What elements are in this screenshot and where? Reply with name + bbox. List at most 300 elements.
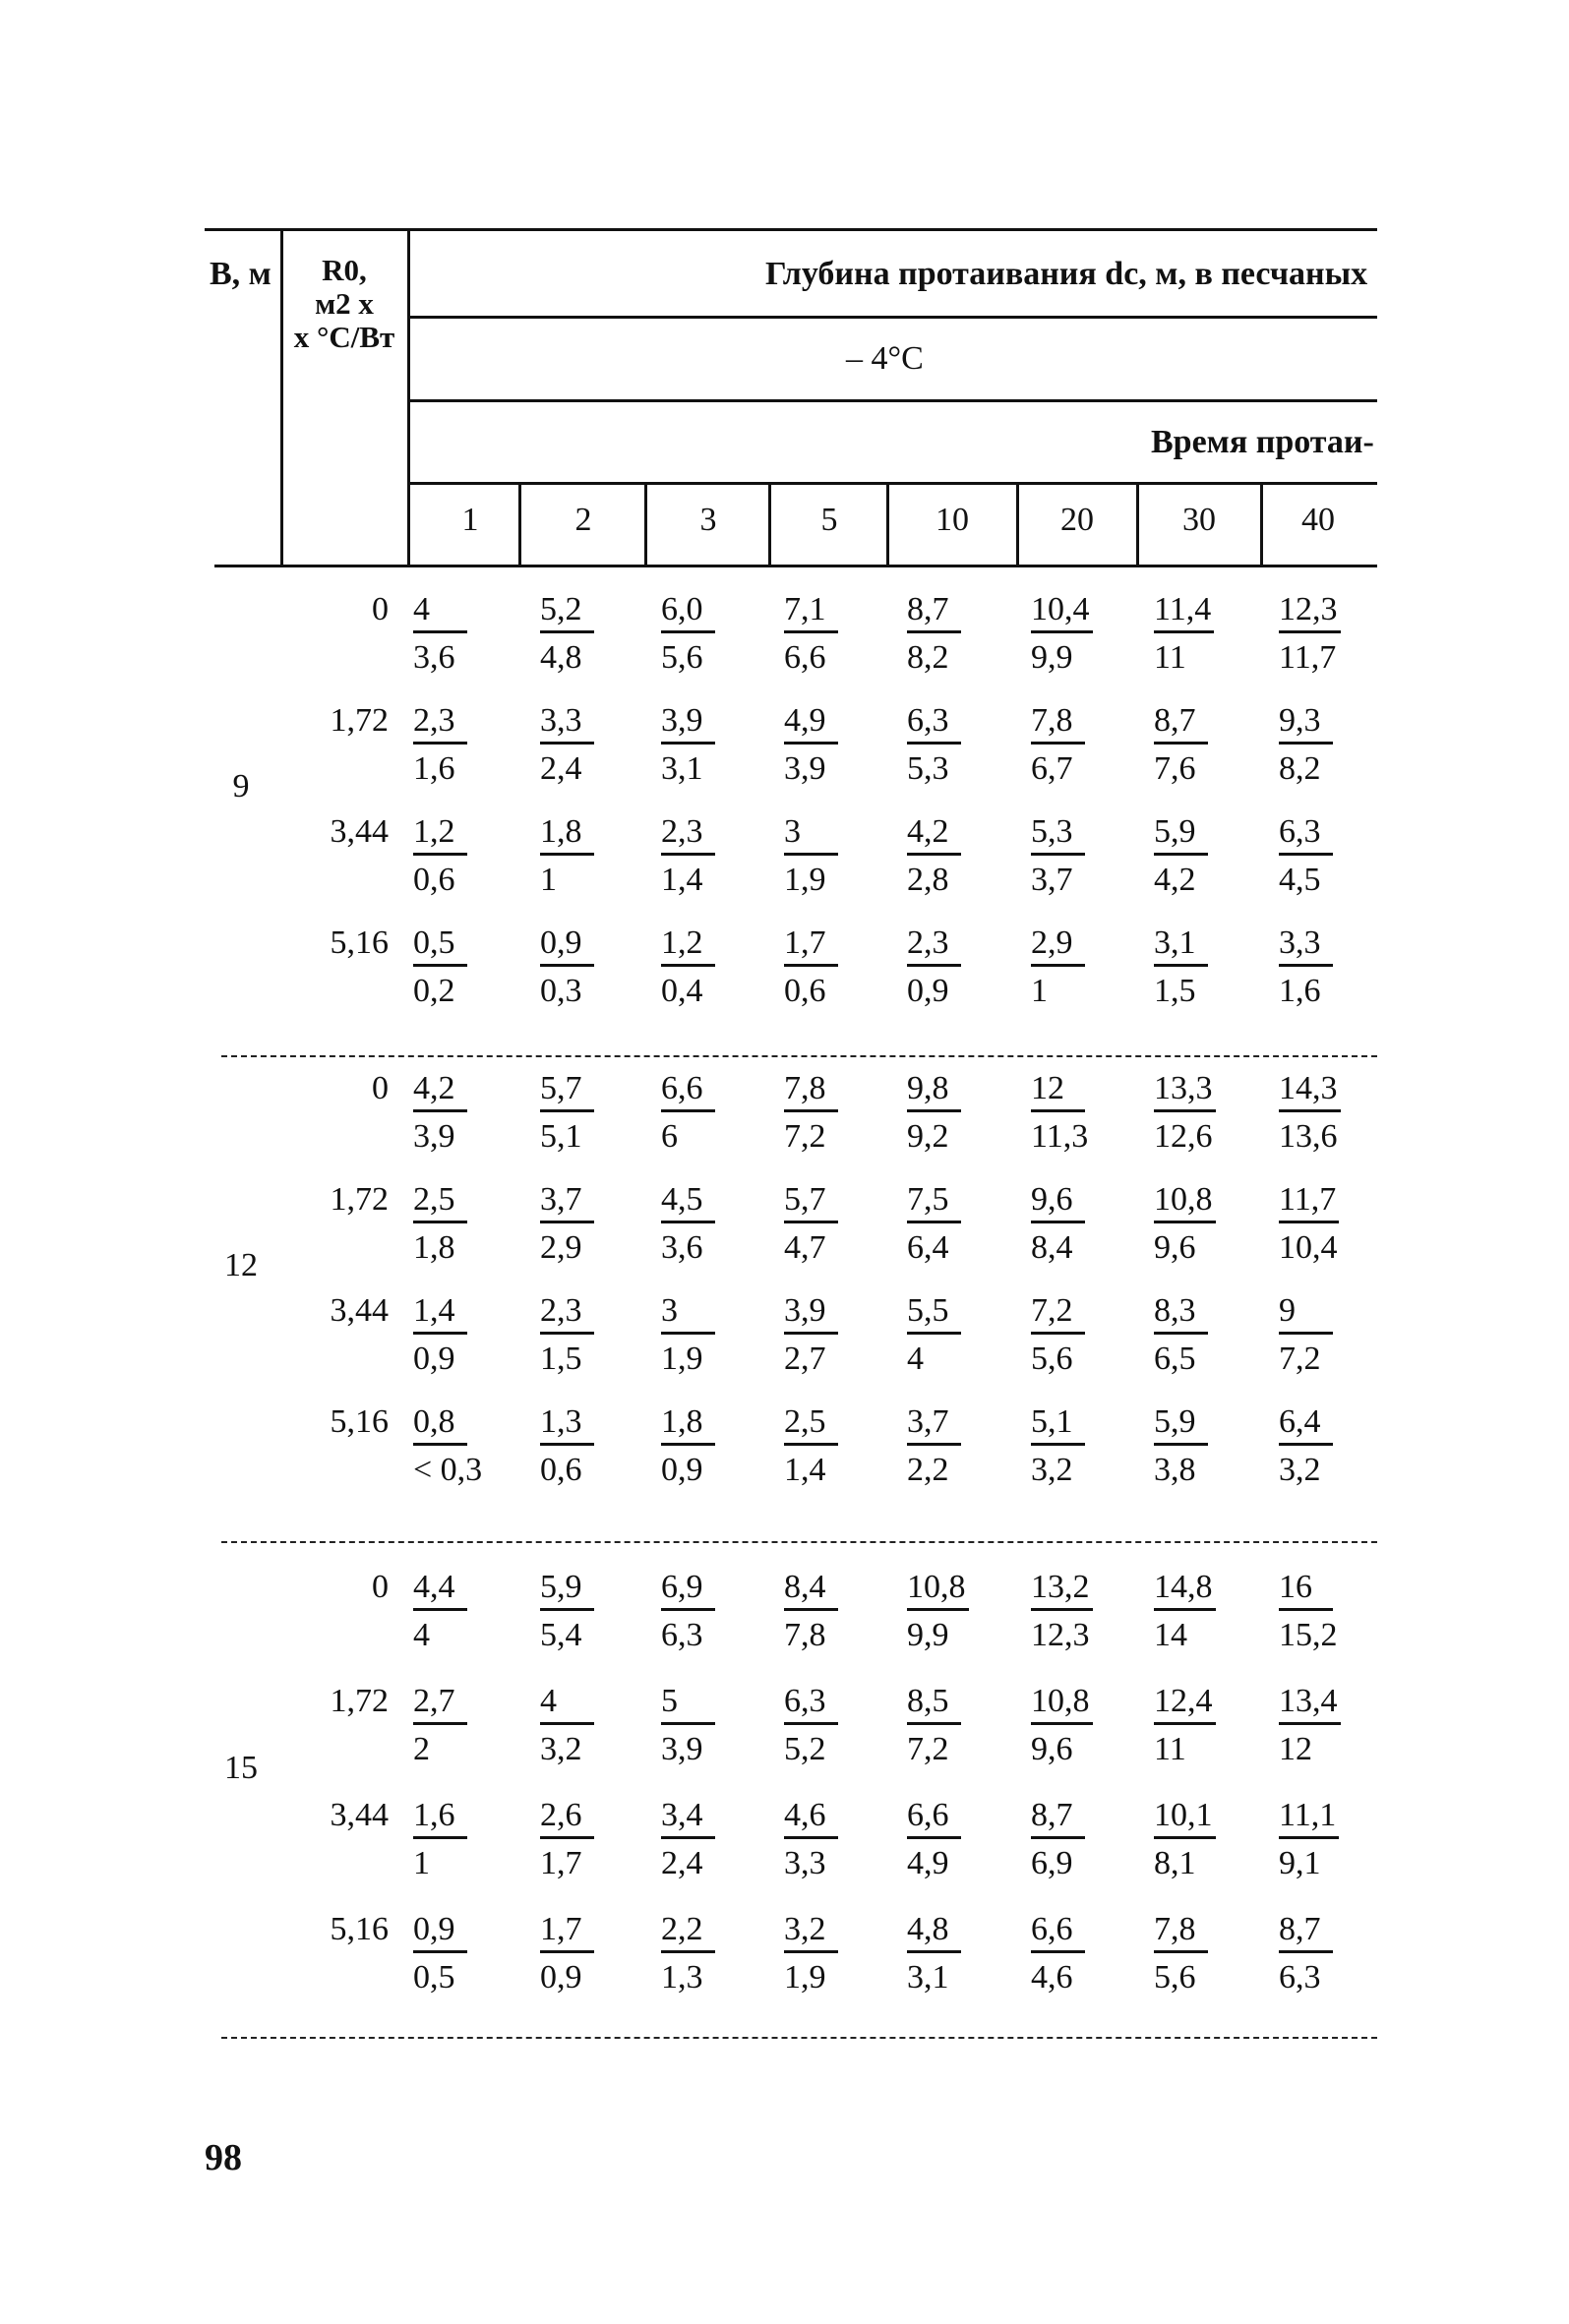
depth-numerator: 7,2 bbox=[1031, 1294, 1085, 1335]
depth-numerator: 0,8 bbox=[413, 1405, 467, 1446]
depth-numerator: 6,9 bbox=[661, 1571, 715, 1611]
depth-cell bbox=[1279, 1294, 1333, 1376]
depth-numerator: 4,4 bbox=[413, 1571, 467, 1611]
depth-cell bbox=[1279, 1799, 1339, 1880]
depth-cell bbox=[1031, 1072, 1088, 1154]
depth-numerator: 11,4 bbox=[1154, 593, 1214, 633]
depth-numerator: 8,7 bbox=[1031, 1799, 1085, 1839]
depth-denominator: 1,4 bbox=[661, 862, 703, 898]
depth-denominator: 3,3 bbox=[784, 1845, 826, 1881]
depth-cell bbox=[1279, 1571, 1338, 1652]
depth-denominator: 12 bbox=[1279, 1731, 1312, 1767]
depth-denominator: 11 bbox=[1154, 639, 1186, 676]
depth-denominator: 4 bbox=[907, 1341, 924, 1377]
depth-numerator: 4 bbox=[413, 593, 467, 633]
depth-denominator: 0,9 bbox=[413, 1341, 455, 1377]
depth-numerator: 3,4 bbox=[661, 1799, 715, 1839]
depth-cell bbox=[907, 1072, 961, 1154]
depth-cell bbox=[907, 593, 961, 675]
depth-numerator: 9,3 bbox=[1279, 704, 1333, 745]
depth-denominator: 2,4 bbox=[540, 750, 582, 787]
depth-cell bbox=[413, 815, 467, 897]
depth-numerator: 1,2 bbox=[661, 926, 715, 967]
depth-numerator: 1,4 bbox=[413, 1294, 467, 1335]
depth-numerator: 2,7 bbox=[413, 1685, 467, 1725]
depth-numerator: 2,3 bbox=[540, 1294, 594, 1335]
depth-cell bbox=[540, 1799, 594, 1880]
column-header-b: В, м bbox=[210, 256, 272, 292]
depth-cell bbox=[1031, 1685, 1093, 1766]
depth-denominator: 5,2 bbox=[784, 1731, 826, 1767]
depth-cell bbox=[661, 1799, 715, 1880]
depth-cell bbox=[1031, 1183, 1085, 1265]
depth-numerator: 4,8 bbox=[907, 1913, 961, 1953]
depth-denominator: 7,2 bbox=[784, 1118, 826, 1155]
depth-denominator: 6,6 bbox=[784, 639, 826, 676]
time-column-header: 30 bbox=[1182, 502, 1216, 538]
depth-denominator: 4,2 bbox=[1154, 862, 1196, 898]
header-rule-3 bbox=[409, 482, 1377, 485]
col-divider bbox=[886, 482, 889, 565]
r0-line-1: R0, bbox=[322, 253, 367, 287]
depth-cell bbox=[1154, 1405, 1208, 1487]
depth-cell bbox=[661, 1571, 715, 1652]
depth-denominator: 6,4 bbox=[907, 1229, 949, 1266]
depth-numerator: 4,5 bbox=[661, 1183, 715, 1223]
depth-denominator: 8,1 bbox=[1154, 1845, 1196, 1881]
depth-cell bbox=[784, 593, 838, 675]
depth-denominator: 9,1 bbox=[1279, 1845, 1321, 1881]
depth-numerator: 6,6 bbox=[907, 1799, 961, 1839]
depth-denominator: 1,5 bbox=[1154, 973, 1196, 1009]
depth-denominator: 0,9 bbox=[661, 1452, 703, 1488]
depth-cell bbox=[907, 1294, 961, 1376]
depth-numerator: 2,3 bbox=[413, 704, 467, 745]
depth-denominator: 6 bbox=[661, 1118, 678, 1155]
depth-numerator: 1,6 bbox=[413, 1799, 467, 1839]
depth-numerator: 3,7 bbox=[540, 1183, 594, 1223]
depth-numerator: 2,3 bbox=[661, 815, 715, 856]
depth-cell bbox=[661, 1072, 715, 1154]
depth-numerator: 8,4 bbox=[784, 1571, 838, 1611]
depth-numerator: 3,9 bbox=[784, 1294, 838, 1335]
depth-denominator: 1,6 bbox=[413, 750, 455, 787]
depth-cell bbox=[661, 815, 715, 897]
depth-cell bbox=[1031, 1405, 1085, 1487]
r0-value: 5,16 bbox=[330, 924, 389, 961]
col-divider bbox=[768, 482, 771, 565]
depth-denominator: 14 bbox=[1154, 1617, 1187, 1653]
r0-line-3: х °С/Вт bbox=[293, 320, 395, 354]
depth-denominator: 9,6 bbox=[1154, 1229, 1196, 1266]
depth-denominator: 3,2 bbox=[1031, 1452, 1073, 1488]
depth-numerator: 6,4 bbox=[1279, 1405, 1333, 1446]
depth-cell bbox=[1154, 815, 1208, 897]
depth-denominator: 1,8 bbox=[413, 1229, 455, 1266]
depth-cell bbox=[661, 704, 715, 786]
temperature-label: – 4°С bbox=[846, 340, 924, 377]
depth-numerator: 5,1 bbox=[1031, 1405, 1085, 1446]
depth-denominator: 0,6 bbox=[784, 973, 826, 1009]
depth-cell bbox=[540, 1405, 594, 1487]
r0-value: 1,72 bbox=[330, 1181, 389, 1218]
depth-cell bbox=[413, 1405, 482, 1487]
depth-numerator: 10,1 bbox=[1154, 1799, 1216, 1839]
depth-numerator: 1,7 bbox=[784, 926, 838, 967]
depth-numerator: 0,9 bbox=[413, 1913, 467, 1953]
depth-cell bbox=[661, 1294, 715, 1376]
depth-cell bbox=[661, 1183, 715, 1265]
time-column-header: 10 bbox=[935, 502, 969, 538]
depth-numerator: 16 bbox=[1279, 1571, 1333, 1611]
depth-numerator: 7,1 bbox=[784, 593, 838, 633]
depth-denominator: < 0,3 bbox=[413, 1452, 483, 1488]
depth-cell bbox=[1031, 593, 1093, 675]
depth-cell bbox=[1279, 1183, 1339, 1265]
depth-cell bbox=[907, 1799, 961, 1880]
depth-denominator: 3,6 bbox=[413, 639, 455, 676]
depth-cell bbox=[1279, 1685, 1341, 1766]
depth-denominator: 0,3 bbox=[540, 973, 582, 1009]
depth-numerator: 6,6 bbox=[661, 1072, 715, 1112]
depth-denominator: 1,3 bbox=[661, 1959, 703, 1996]
depth-cell bbox=[907, 1685, 961, 1766]
depth-denominator: 1,7 bbox=[540, 1845, 582, 1881]
depth-cell bbox=[784, 926, 838, 1008]
depth-cell bbox=[661, 593, 715, 675]
depth-cell bbox=[1031, 1571, 1093, 1652]
depth-cell bbox=[907, 704, 961, 786]
depth-cell bbox=[784, 1072, 838, 1154]
depth-denominator: 8,2 bbox=[1279, 750, 1321, 787]
depth-numerator: 12,3 bbox=[1279, 593, 1341, 633]
depth-cell bbox=[413, 593, 467, 675]
depth-numerator: 3,2 bbox=[784, 1913, 838, 1953]
depth-denominator: 2,9 bbox=[540, 1229, 582, 1266]
depth-denominator: 13,6 bbox=[1279, 1118, 1338, 1155]
depth-denominator: 7,8 bbox=[784, 1617, 826, 1653]
depth-cell bbox=[540, 1571, 594, 1652]
depth-numerator: 12,4 bbox=[1154, 1685, 1216, 1725]
depth-cell bbox=[784, 1913, 838, 1995]
depth-numerator: 8,7 bbox=[907, 593, 961, 633]
depth-denominator: 11,7 bbox=[1279, 639, 1337, 676]
depth-cell bbox=[907, 926, 961, 1008]
depth-denominator: 4,6 bbox=[1031, 1959, 1073, 1996]
depth-cell bbox=[661, 1913, 715, 1995]
depth-denominator: 4,8 bbox=[540, 639, 582, 676]
depth-cell bbox=[784, 815, 838, 897]
depth-cell bbox=[1154, 1799, 1216, 1880]
depth-cell bbox=[540, 593, 594, 675]
depth-denominator: 3,9 bbox=[784, 750, 826, 787]
depth-cell bbox=[784, 1685, 838, 1766]
depth-denominator: 0,5 bbox=[413, 1959, 455, 1996]
depth-cell bbox=[907, 1913, 961, 1995]
depth-numerator: 4,2 bbox=[907, 815, 961, 856]
depth-cell bbox=[1031, 1799, 1085, 1880]
depth-cell bbox=[1279, 704, 1333, 786]
depth-denominator: 5,6 bbox=[1154, 1959, 1196, 1996]
depth-denominator: 7,6 bbox=[1154, 750, 1196, 787]
r0-value: 3,44 bbox=[330, 1292, 389, 1329]
table-top-rule bbox=[205, 228, 1377, 231]
depth-numerator: 14,8 bbox=[1154, 1571, 1216, 1611]
depth-cell bbox=[1279, 1913, 1333, 1995]
depth-numerator: 5,2 bbox=[540, 593, 594, 633]
depth-denominator: 1,4 bbox=[784, 1452, 826, 1488]
depth-numerator: 1,8 bbox=[661, 1405, 715, 1446]
depth-numerator: 5,9 bbox=[1154, 815, 1208, 856]
depth-denominator: 0,4 bbox=[661, 973, 703, 1009]
depth-cell bbox=[907, 815, 961, 897]
depth-cell bbox=[413, 1294, 467, 1376]
depth-cell bbox=[1154, 1571, 1216, 1652]
depth-numerator: 8,7 bbox=[1154, 704, 1208, 745]
depth-denominator: 3,7 bbox=[1031, 862, 1073, 898]
group-separator bbox=[221, 2037, 1377, 2039]
depth-denominator: 6,7 bbox=[1031, 750, 1073, 787]
depth-cell bbox=[540, 1183, 594, 1265]
depth-denominator: 7,2 bbox=[907, 1731, 949, 1767]
depth-denominator: 2,7 bbox=[784, 1341, 826, 1377]
depth-numerator: 9,8 bbox=[907, 1072, 961, 1112]
depth-numerator: 6,0 bbox=[661, 593, 715, 633]
depth-denominator: 3,2 bbox=[540, 1731, 582, 1767]
depth-numerator: 14,3 bbox=[1279, 1072, 1341, 1112]
depth-denominator: 3,2 bbox=[1279, 1452, 1321, 1488]
depth-denominator: 4 bbox=[413, 1617, 430, 1653]
depth-denominator: 6,5 bbox=[1154, 1341, 1196, 1377]
depth-denominator: 5,1 bbox=[540, 1118, 582, 1155]
depth-denominator: 11,3 bbox=[1031, 1118, 1089, 1155]
depth-numerator: 3,3 bbox=[1279, 926, 1333, 967]
depth-numerator: 7,8 bbox=[1154, 1913, 1208, 1953]
depth-denominator: 6,9 bbox=[1031, 1845, 1073, 1881]
depth-denominator: 9,2 bbox=[907, 1118, 949, 1155]
depth-cell bbox=[540, 926, 594, 1008]
b-value: 12 bbox=[224, 1246, 258, 1283]
depth-denominator: 6,3 bbox=[661, 1617, 703, 1653]
depth-numerator: 1,3 bbox=[540, 1405, 594, 1446]
depth-denominator: 1 bbox=[413, 1845, 430, 1881]
depth-numerator: 4,9 bbox=[784, 704, 838, 745]
r0-value: 0 bbox=[372, 1569, 389, 1605]
depth-cell bbox=[784, 1294, 838, 1376]
depth-denominator: 2 bbox=[413, 1731, 430, 1767]
depth-cell bbox=[1279, 926, 1333, 1008]
depth-numerator: 5,9 bbox=[1154, 1405, 1208, 1446]
depth-numerator: 3,9 bbox=[661, 704, 715, 745]
depth-numerator: 5,7 bbox=[540, 1072, 594, 1112]
depth-numerator: 7,5 bbox=[907, 1183, 961, 1223]
depth-cell bbox=[540, 1685, 594, 1766]
depth-denominator: 1,9 bbox=[661, 1341, 703, 1377]
depth-cell bbox=[1031, 704, 1085, 786]
r0-value: 0 bbox=[372, 1070, 389, 1106]
depth-cell bbox=[1031, 1294, 1085, 1376]
depth-numerator: 5,3 bbox=[1031, 815, 1085, 856]
time-column-header: 5 bbox=[820, 502, 838, 538]
time-column-header: 40 bbox=[1301, 502, 1335, 538]
depth-denominator: 1,6 bbox=[1279, 973, 1321, 1009]
depth-cell bbox=[413, 1685, 467, 1766]
depth-numerator: 2,9 bbox=[1031, 926, 1085, 967]
depth-numerator: 10,4 bbox=[1031, 593, 1093, 633]
time-column-header: 1 bbox=[461, 502, 479, 538]
depth-cell bbox=[1154, 926, 1208, 1008]
depth-denominator: 12,6 bbox=[1154, 1118, 1213, 1155]
depth-denominator: 1,9 bbox=[784, 862, 826, 898]
depth-denominator: 3,1 bbox=[661, 750, 703, 787]
depth-cell bbox=[413, 704, 467, 786]
depth-denominator: 15,2 bbox=[1279, 1617, 1338, 1653]
depth-numerator: 8,5 bbox=[907, 1685, 961, 1725]
depth-numerator: 5,7 bbox=[784, 1183, 838, 1223]
depth-denominator: 4,7 bbox=[784, 1229, 826, 1266]
depth-cell bbox=[413, 1571, 467, 1652]
depth-cell bbox=[1154, 1183, 1216, 1265]
depth-numerator: 8,7 bbox=[1279, 1913, 1333, 1953]
depth-denominator: 8,2 bbox=[907, 639, 949, 676]
b-value: 9 bbox=[232, 767, 250, 804]
header-bottom-rule bbox=[214, 565, 1377, 567]
depth-cell bbox=[540, 1294, 594, 1376]
depth-denominator: 3,1 bbox=[907, 1959, 949, 1996]
column-header-r0 bbox=[285, 254, 403, 354]
depth-numerator: 3,1 bbox=[1154, 926, 1208, 967]
depth-cell bbox=[784, 1183, 838, 1265]
col-divider bbox=[1016, 482, 1019, 565]
r0-line-2: м2 х bbox=[315, 286, 374, 321]
time-column-header: 3 bbox=[699, 502, 717, 538]
depth-denominator: 8,4 bbox=[1031, 1229, 1073, 1266]
depth-numerator: 10,8 bbox=[907, 1571, 969, 1611]
depth-numerator: 9 bbox=[1279, 1294, 1333, 1335]
depth-cell bbox=[1154, 1072, 1216, 1154]
header-rule-2 bbox=[409, 399, 1377, 402]
depth-denominator: 11 bbox=[1154, 1731, 1186, 1767]
depth-denominator: 1,9 bbox=[784, 1959, 826, 1996]
depth-numerator: 1,7 bbox=[540, 1913, 594, 1953]
depth-denominator: 0,2 bbox=[413, 973, 455, 1009]
depth-numerator: 6,3 bbox=[907, 704, 961, 745]
depth-cell bbox=[661, 1685, 715, 1766]
depth-denominator: 5,4 bbox=[540, 1617, 582, 1653]
depth-denominator: 12,3 bbox=[1031, 1617, 1090, 1653]
col-divider bbox=[1136, 482, 1139, 565]
depth-denominator: 3,9 bbox=[661, 1731, 703, 1767]
b-value: 15 bbox=[224, 1750, 258, 1786]
depth-denominator: 1 bbox=[540, 862, 557, 898]
depth-numerator: 3,3 bbox=[540, 704, 594, 745]
depth-numerator: 4 bbox=[540, 1685, 594, 1725]
depth-numerator: 8,3 bbox=[1154, 1294, 1208, 1335]
header-rule-1 bbox=[409, 316, 1377, 319]
col-divider bbox=[644, 482, 647, 565]
depth-numerator: 1,8 bbox=[540, 815, 594, 856]
depth-denominator: 2,2 bbox=[907, 1452, 949, 1488]
depth-cell bbox=[1279, 815, 1333, 897]
depth-cell bbox=[1154, 1685, 1216, 1766]
depth-denominator: 7,2 bbox=[1279, 1341, 1321, 1377]
r0-value: 3,44 bbox=[330, 1797, 389, 1833]
depth-cell bbox=[1279, 1072, 1341, 1154]
depth-numerator: 11,7 bbox=[1279, 1183, 1339, 1223]
depth-denominator: 0,9 bbox=[907, 973, 949, 1009]
table-title: Глубина протаивания dc, м, в песчаных bbox=[765, 256, 1368, 292]
depth-numerator: 9,6 bbox=[1031, 1183, 1085, 1223]
depth-denominator: 5,3 bbox=[907, 750, 949, 787]
depth-denominator: 4,9 bbox=[907, 1845, 949, 1881]
depth-cell bbox=[413, 1913, 467, 1995]
depth-numerator: 3,7 bbox=[907, 1405, 961, 1446]
depth-denominator: 10,4 bbox=[1279, 1229, 1338, 1266]
depth-numerator: 2,3 bbox=[907, 926, 961, 967]
r0-value: 1,72 bbox=[330, 702, 389, 739]
depth-cell bbox=[413, 1183, 467, 1265]
depth-cell bbox=[1279, 1405, 1333, 1487]
depth-numerator: 0,5 bbox=[413, 926, 467, 967]
depth-denominator: 3,9 bbox=[413, 1118, 455, 1155]
depth-numerator: 6,6 bbox=[1031, 1913, 1085, 1953]
depth-cell bbox=[413, 1072, 467, 1154]
depth-numerator: 13,3 bbox=[1154, 1072, 1216, 1112]
depth-cell bbox=[540, 815, 594, 897]
depth-denominator: 5,6 bbox=[1031, 1341, 1073, 1377]
depth-numerator: 2,5 bbox=[784, 1405, 838, 1446]
depth-denominator: 6,3 bbox=[1279, 1959, 1321, 1996]
depth-cell bbox=[1031, 1913, 1085, 1995]
depth-cell bbox=[540, 1913, 594, 1995]
depth-denominator: 9,9 bbox=[907, 1617, 949, 1653]
depth-denominator: 2,8 bbox=[907, 862, 949, 898]
depth-cell bbox=[784, 1571, 838, 1652]
depth-cell bbox=[1279, 593, 1341, 675]
depth-denominator: 3,8 bbox=[1154, 1452, 1196, 1488]
group-separator bbox=[221, 1541, 1377, 1543]
depth-numerator: 12 bbox=[1031, 1072, 1085, 1112]
depth-cell bbox=[1031, 815, 1085, 897]
depth-numerator: 2,5 bbox=[413, 1183, 467, 1223]
depth-numerator: 6,3 bbox=[1279, 815, 1333, 856]
r0-value: 3,44 bbox=[330, 813, 389, 850]
depth-cell bbox=[1154, 1913, 1208, 1995]
depth-numerator: 7,8 bbox=[784, 1072, 838, 1112]
depth-denominator: 0,9 bbox=[540, 1959, 582, 1996]
depth-numerator: 13,2 bbox=[1031, 1571, 1093, 1611]
depth-numerator: 1,2 bbox=[413, 815, 467, 856]
depth-cell bbox=[784, 1799, 838, 1880]
depth-numerator: 10,8 bbox=[1154, 1183, 1216, 1223]
depth-numerator: 3 bbox=[784, 815, 838, 856]
depth-numerator: 0,9 bbox=[540, 926, 594, 967]
time-label: Время протаи- bbox=[1151, 424, 1374, 460]
depth-cell bbox=[784, 1405, 838, 1487]
depth-cell bbox=[1154, 593, 1214, 675]
depth-cell bbox=[1031, 926, 1085, 1008]
depth-cell bbox=[540, 1072, 594, 1154]
depth-numerator: 6,3 bbox=[784, 1685, 838, 1725]
depth-denominator: 4,5 bbox=[1279, 862, 1321, 898]
depth-cell bbox=[907, 1571, 969, 1652]
depth-cell bbox=[1154, 1294, 1208, 1376]
depth-numerator: 5 bbox=[661, 1685, 715, 1725]
depth-cell bbox=[907, 1405, 961, 1487]
depth-denominator: 1,5 bbox=[540, 1341, 582, 1377]
depth-denominator: 0,6 bbox=[540, 1452, 582, 1488]
depth-cell bbox=[907, 1183, 961, 1265]
